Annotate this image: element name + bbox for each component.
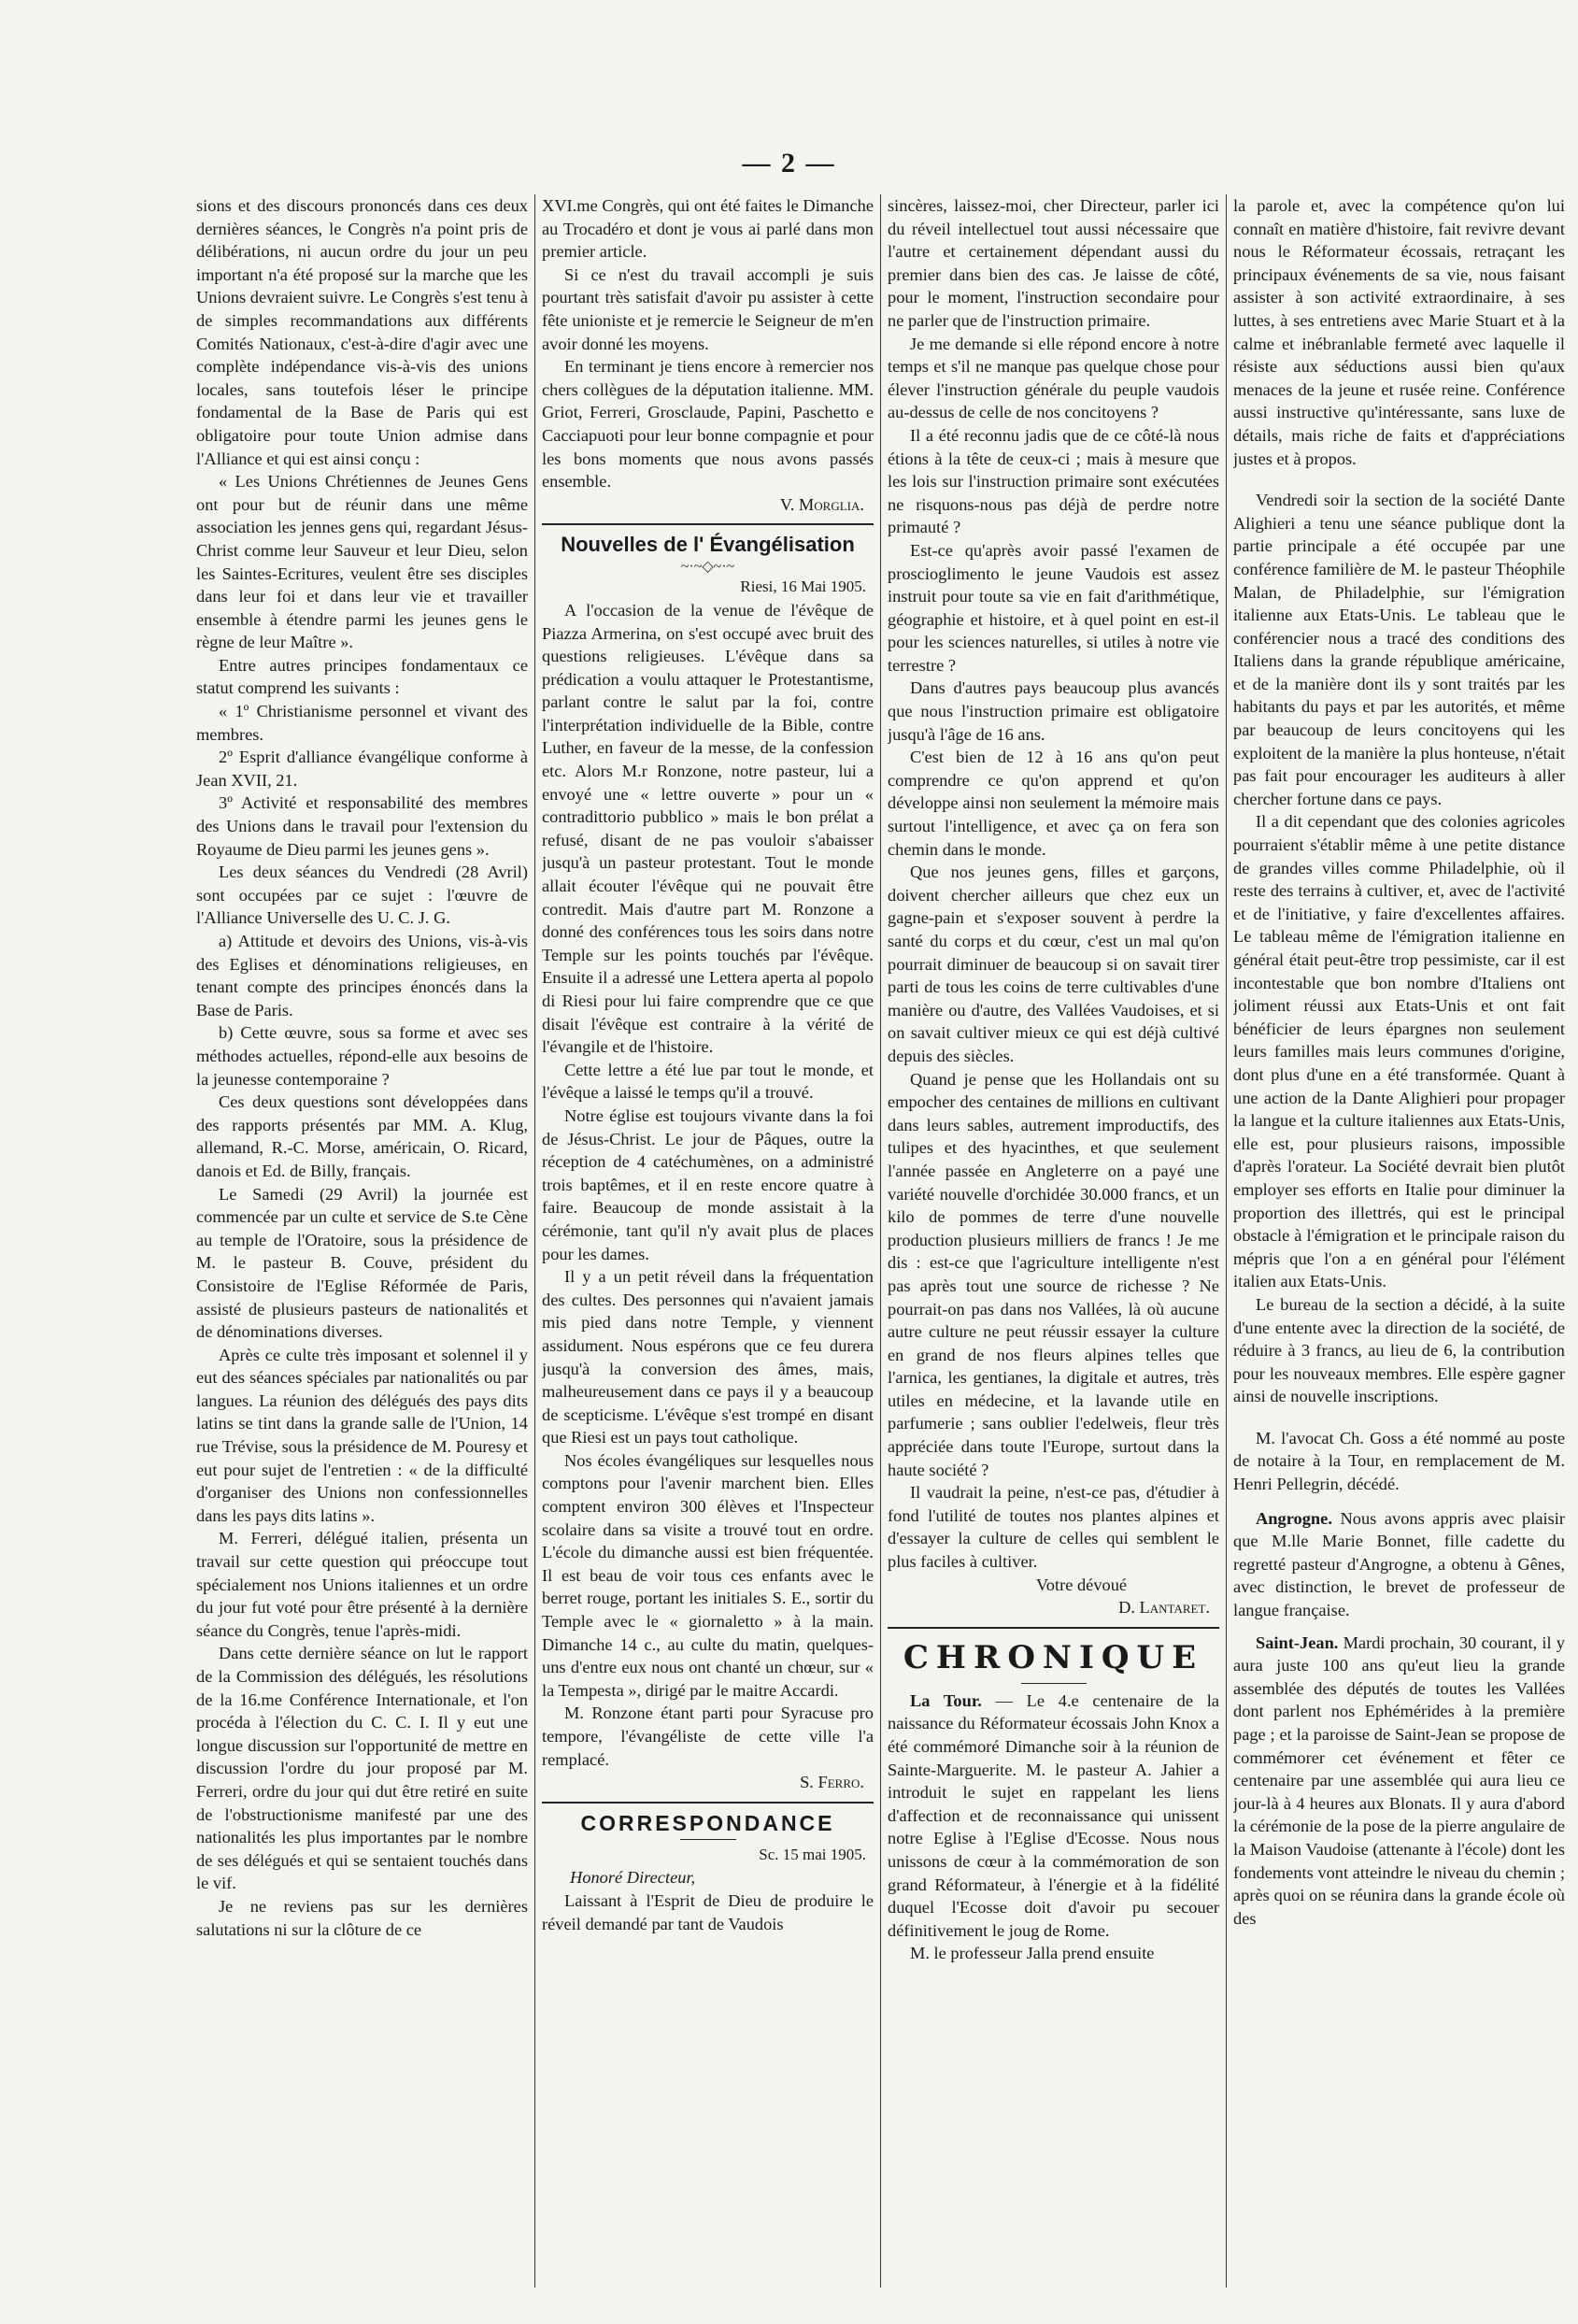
- divider: [542, 523, 874, 525]
- ornament: ~·~◇~·~: [680, 559, 735, 576]
- closing: Votre dévoué: [1035, 1575, 1128, 1594]
- paragraph: Quand je pense que les Hollandais ont su empocher des centaines de millions en cultivant dans leurs sables, autrement improductifs, des tulipes et des hyacinthes, et que seulement l'année passée en Angleterre on a payé une variété nouvelle d'orchidée 30.000 francs, et un kilo de pommes de terre d'une nouvelle production plusieurs milliers de francs ! Je me dis : est-ce que l'agriculture intelligente n'est pas après tout une source de richesse ? Ne pourrait-on pas dans nos Vallées, là où aucune autre culture ne peut réussir essayer la culture en grand de nos fleurs alpines telles que l'arnica, les gentianes, la digitale et autres, très utiles en médecine, et la lavande utile en parfumerie ; sans oublier l'edelweis, fleur très appréciée dans toute l'Europe, surtout dans la haute société ?: [888, 1069, 1219, 1479]
- paragraph: M. Ferreri, délégué italien, présenta un travail sur cette question qui préoccupe tout spécialement nos Unions italiennes et un ordre du jour fut voté pour être présenté à la dernière séance du Congrès, tenue l'après-midi.: [196, 1529, 528, 1640]
- paragraph: Après ce culte très imposant et solennel il y eut des séances spéciales par nationalités ou par langues. La réunion des délégués des pays dits latins se tint dans la grande salle de l'Union, 14 rue Trévise, sous la présidence de M. Pouresy et eut pour sujet de l'entretien : « de la difficulté d'organiser des Unions non confessionnelles dans les pays dits latins ».: [196, 1345, 528, 1525]
- spacer: [1233, 1408, 1565, 1427]
- paragraph: Notre église est toujours vivante dans la foi de Jésus-Christ. Le jour de Pâques, outre la réception de 4 catéchumènes, on a administré trois baptêmes, et il en reste encore quatre à faire. Beaucoup de monde assistait à la cérémonie, tant qu'il n'y avait plus de places pour les dames.: [542, 1105, 874, 1263]
- paragraph: Le bureau de la section a décidé, à la suite d'une entente avec la direction de la société, de réduire à 3 francs, au lieu de 6, la contribution pour les nouveaux membres. Elle espère gagner ainsi de nouvelle inscriptions.: [1233, 1294, 1565, 1406]
- signature: V. Morglia.: [779, 494, 864, 514]
- paragraph: Je me demande si elle répond encore à notre temps et s'il ne manque pas quelque chose pour élever l'instruction générale du peuple vaudois au-dessus de celle de nos concitoyens ?: [888, 334, 1219, 422]
- paragraph-text: Mardi prochain, 30 courant, il y aura juste 100 ans qu'eut lieu la grande assemblée des députés de toutes les Vallées dont parlent nos Ephémérides à la première page ; et la paroisse de Saint-Jean se propose de commémorer cet événement et fêter ce centenaire par une assemblée qui aura lieu ce jour-là à 4 heures aux Blonats. Il y aura d'abord la cérémonie de la pose de la pierre angulaire de la Maison Vaudoise (attenante à l'école) dont les fondements vont atteindre le niveau du chemin ; après quoi on se réunira dans la grande école où des: [1233, 1633, 1565, 1928]
- paragraph: Vendredi soir la section de la société Dante Alighieri a tenu une séance publique dont la partie principale a été occupée par une conférence familière de M. le pasteur Théophile Malan, de Philadelphie, sur l'émigration italienne aux Etats-Unis. Le tableau que le conférencier nous a tracé des conditions des Italiens dans la grande république américaine, et de la manière dont ils y sont traités par les habitants du pays et par les autorités, et même par beaucoup de leurs concitoyens qui les exploitent de la manière la plus honteuse, n'était pas fait pour encourager les auditeurs à aller chercher fortune dans ce pays.: [1233, 491, 1565, 808]
- paragraph: sincères, laissez-moi, cher Directeur, parler ici du réveil intellectuel tout aussi nécessaire que l'autre et certainement dépendant aussi du premier dans bien des cas. Je laisse de côté, pour le moment, l'instruction secondaire pour ne parler que de l'instruction primaire.: [888, 196, 1219, 330]
- paragraph: Entre autres principes fondamentaux ce statut comprend les suivants :: [196, 655, 528, 698]
- column-rule: [880, 194, 881, 2288]
- paragraph: Que nos jeunes gens, filles et garçons, doivent chercher ailleurs que chez eux un gagne-pain et s'exposer souvent à perdre la santé du corps et du cœur, c'est un mal qu'on pourrait diminuer de beaucoup si on savait tirer parti de tous les coins de terre cultivables d'une manière ou d'autre, des Vallées Vaudoises, et si on savait cultiver mieux ce qui est déjà cultivé depuis des siècles.: [888, 863, 1219, 1065]
- paragraph: En terminant je tiens encore à remercier nos chers collègues de la députation italienne. MM. Griot, Ferreri, Grosclaude, Papini, Paschetto e Cacciapuoti pour leur bonne compagnie et pour les bons moments que nous avons passés ensemble.: [542, 357, 874, 492]
- paragraph: a) Attitude et devoirs des Unions, vis-à-vis des Eglises et dénominations religieuses, en tenant compte des principes énoncés dans la Base de Paris.: [196, 932, 528, 1019]
- place-lead: Saint-Jean.: [1256, 1633, 1339, 1652]
- divider: [1021, 1683, 1087, 1684]
- paragraph-text: Nous avons appris avec plaisir que M.lle Marie Bonnet, fille cadette du regretté pasteur d'Angrogne, a obtenu à Gênes, avec distinction, le brevet de professeur de langue française.: [1233, 1508, 1565, 1620]
- divider: [542, 1802, 874, 1804]
- paragraph: Je ne reviens pas sur les dernières salutations ni sur la clôture de ce: [196, 1896, 528, 1939]
- paragraph: Dans d'autres pays beaucoup plus avancés que nous l'instruction primaire est obligatoire jusqu'à l'âge de 16 ans.: [888, 678, 1219, 744]
- dateline: Riesi, 16 Mai 1905.: [740, 577, 866, 596]
- column-2: [542, 194, 874, 2288]
- paragraph: Le Samedi (29 Avril) la journée est commencée par un culte et service de S.te Cène au temple de l'Oratoire, sous la présidence de M. le pasteur B. Couve, président du Consistoire de l'Eglise Réformée de Paris, assisté de plusieurs pasteurs de nationalités et de dénominations diverses.: [196, 1184, 528, 1342]
- column-rule: [534, 194, 535, 2288]
- divider: [680, 1839, 736, 1840]
- paragraph: Dans cette dernière séance on lut le rapport de la Commission des délégués, les résolutions de la 16.me Conférence Internationale, et l'on procéda à l'élection du C. C. I. Il y eut une longue discussion sur l'opportunité de mettre en discussion l'ordre du jour proposé par M. Ferreri, ordre du jour qui dut être retiré en suite de l'obstructionisme manifesté par une des nationalités les plus importantes par le nombre de ses délégués et qui se sentaient touchés dans le vif.: [196, 1644, 528, 1893]
- column-rule: [1226, 194, 1227, 2288]
- paragraph: « 1º Christianisme personnel et vivant des membres.: [196, 702, 528, 744]
- newspaper-columns: [196, 194, 1570, 2288]
- signature: S. Ferro.: [800, 1773, 864, 1792]
- paragraph: Ces deux questions sont développées dans des rapports présentés par MM. A. Klug, allemand, R.-C. Morse, américain, O. Ricard, danois et Ed. de Billy, français.: [196, 1092, 528, 1180]
- salutation: Honoré Directeur,: [570, 1868, 696, 1888]
- section-title-correspondance: CORRESPONDANCE: [580, 1810, 835, 1835]
- paragraph: [888, 1690, 1219, 1943]
- paragraph: A l'occasion de la venue de l'évêque de Piazza Armerina, on s'est occupé avec bruit des questions religieuses. L'évêque dans sa prédication a voulu attaquer le Protestantisme, parlant contre le salut par la foi, contre l'interprétation individuelle de la Bible, contre Luther, en faveur de la messe, de la confession etc. Alors M.r Ronzone, notre pasteur, lui a envoyé une « lettre ouverte » pour un « contradittorio pubblico » mais le bon prélat a refusé, disant de ne pas vouloir s'abaisser jusqu'à un pasteur protestant. Tout le monde allait écouter l'évêque qui ne pouvait être contredit. Mais d'autre part M. Ronzone a donné des conférences tous les soirs dans notre Temple sur les points touchés par l'évêque. Ensuite il a adressé une Lettera aperta al popolo di Riesi pour lui faire comprendre que ce que disait l'évêque est contraire à la vérité de l'évangile et de l'histoire.: [542, 600, 874, 1057]
- spacer: [1233, 1622, 1565, 1632]
- paragraph: « Les Unions Chrétiennes de Jeunes Gens ont pour but de réunir dans une même association les jennes gens qui, regardant Jésus-Christ comme leur Sauveur et leur Dieu, selon les Saintes-Ecritures, veulent être ses disciples dans leur foi et dans leur vie et travailler ensemble à étendre parmi les jeunes gens le règne de leur Maître ».: [196, 472, 528, 652]
- dateline: Sc. 15 mai 1905.: [759, 1845, 866, 1863]
- paragraph: Les deux séances du Vendredi (28 Avril) sont occupées par ce sujet : l'œuvre de l'Alliance Universelle des U. C. J. G.: [196, 863, 528, 928]
- paragraph: 3º Activité et responsabilité des membres des Unions dans le travail pour l'extension du Royaume de Dieu parmi les jeunes gens ».: [196, 793, 528, 859]
- column-1: [196, 194, 528, 2288]
- spacer: [1233, 470, 1565, 489]
- spacer: [1233, 1496, 1565, 1507]
- paragraph: Cette lettre a été lue par tout le monde, et l'évêque a laissé le temps qu'il a trouvé.: [542, 1060, 874, 1103]
- place-lead: La Tour.: [910, 1690, 982, 1710]
- paragraph: la parole et, avec la compétence qu'on lui connaît en matière d'histoire, fait revivre devant nous le Réformateur écossais, retraçant les principaux événements de sa vie, nous faisant assister à son activité extraordinaire, à ses luttes, à ses entretiens avec Marie Stuart et à la calme et inébranlable fermeté avec laquelle il résiste aux séductions aussi bien qu'aux menaces de la jeune et rusée reine. Conférence aussi instructive qu'intéressante, sans luxe de détails, mais riche de faits et d'appréciations justes et à propos.: [1233, 196, 1565, 468]
- paragraph: XVI.me Congrès, qui ont été faites le Dimanche au Trocadéro et dont je vous ai parlé dans mon premier article.: [542, 196, 874, 262]
- paragraph: Il a été reconnu jadis que de ce côté-là nous étions à la tête de ceux-ci ; mais à mesure que les lois sur l'instruction primaire sont exécutées ne risquons-nous pas déjà de perdre notre primauté ?: [888, 425, 1219, 537]
- paragraph: [1233, 1632, 1565, 1931]
- paragraph: C'est bien de 12 à 16 ans qu'on peut comprendre ce qu'on apprend et qu'on développe ainsi non seulement la mémoire mais surtout l'intelligence, et avec ça on fera son chemin dans le monde.: [888, 748, 1219, 859]
- paragraph: sions et des discours prononcés dans ces deux dernières séances, le Congrès n'a point pris de délibérations, ni aucun ordre du jour un peu important n'a été proposé sur la marche que les Unions devraient suivre. Le Congrès s'est tenu à de simples recommandations aux différents Comités Nationaux, c'est-à-dire d'agir avec une complète indépendance vis-à-vis des unions locales, sans toutefois léser le principe fondamental de la Base de Paris qui est obligatoire pour toute Union admise dans l'Alliance et qui est ainsi conçu :: [196, 196, 528, 468]
- paragraph: Il a dit cependant que des colonies agricoles pourraient s'établir même à une petite distance de grandes villes comme Philadelphie, où il reste des terrains à cultiver, et, avec de l'activité et de l'initiative, y faire d'excellentes affaires. Le tableau même de l'émigration italienne en général était peut-être trop pessimiste, car il est incontestable que bon nombre d'Italiens ont joliment réussi aux Etats-Unis et ont fait bénéficier de leurs épargnes non seulement leurs familles mais leurs communes d'origine, dont plus d'une en a été transformée. Quant à une action de la Dante Alighieri pour propager la langue et la culture italiennes aux Etats-Unis, elle est, pour plusieurs raisons, impossible d'après l'orateur. La Société devrait bien plutôt employer ses efforts en Italie pour diminuer la proportion des illettrés, qui est le principal obstacle à l'émigration et le principale raison du mépris que l'on a en général pour l'élément italien aux Etats-Unis.: [1233, 812, 1565, 1291]
- paragraph: Nos écoles évangéliques sur lesquelles nous comptons pour l'avenir marchent bien. Elles comptent environ 300 élèves et l'Inspecteur scolaire dans sa visite a trouvé tout en ordre. L'école du dimanche aussi est bien fréquentée. Il est beau de voir tous ces enfants avec le berret rouge, portant les initiales S. E., sortir du Temple avec le « giornaletto » à la main. Dimanche 14 c., au culte du matin, quelques-uns d'entre eux nous ont chanté un chœur, sur « la Tempesta », dirigé par le maitre Accardi.: [542, 1450, 874, 1700]
- paragraph: Laissant à l'Esprit de Dieu de produire le réveil demandé par tant de Vaudois: [542, 1890, 874, 1933]
- section-title-evangelisation: Nouvelles de l' Évangélisation: [561, 533, 855, 557]
- paragraph: [1233, 1507, 1565, 1622]
- page-number: — 2 —: [742, 148, 836, 178]
- divider: [888, 1627, 1219, 1629]
- column-3: [888, 194, 1219, 2288]
- paragraph: M. le professeur Jalla prend ensuite: [910, 1944, 1155, 1963]
- paragraph-text: — Le 4.e centenaire de la naissance du Réformateur écossais John Knox a été commémoré Dimanche soir à la réunion de Sainte-Marguerite. M. le pasteur A. Jahier a introduit le sujet en rappelant les liens d'affection et de reconnaissance qui unissent notre Eglise à l'Eglise d'Ecosse. Nous nous unissons de cœur à la commémoration de son grand Réformateur, à l'énergie et à la fidélité duquel l'Ecosse doit d'avoir pu secouer définitivement le joug de Rome.: [888, 1690, 1219, 1940]
- paragraph: b) Cette œuvre, sous sa forme et avec ses méthodes actuelles, répond-elle aux besoins de la jeunesse contemporaine ?: [196, 1023, 528, 1089]
- place-lead: Angrogne.: [1256, 1508, 1332, 1528]
- paragraph: M. Ronzone étant parti pour Syracuse pro tempore, l'évangéliste de cette ville l'a remplacé.: [542, 1704, 874, 1769]
- paragraph: Il vaudrait la peine, n'est-ce pas, d'étudier à fond l'utilité de toutes nos plantes alpines et d'essayer la culture de celles qui semblent le plus faciles à cultiver.: [888, 1483, 1219, 1572]
- paragraph: Est-ce qu'après avoir passé l'examen de proscioglimento le jeune Vaudois est assez instruit pour toute sa vie en fait d'arithmétique, géographie et histoire, et à quel point en est-il pour les sciences naturelles, si utiles à notre vie terrestre ?: [888, 540, 1219, 675]
- section-title-chronique: CHRONIQUE: [903, 1638, 1204, 1676]
- paragraph: 2º Esprit d'alliance évangélique conforme à Jean XVII, 21.: [196, 748, 528, 790]
- paragraph: Si ce n'est du travail accompli je suis pourtant très satisfait d'avoir pu assister à cette fête unioniste et je remercie le Seigneur de m'en avoir donné les moyens.: [542, 264, 874, 353]
- paragraph: M. l'avocat Ch. Goss a été nommé au poste de notaire à la Tour, en remplacement de M. Henri Pellegrin, décédé.: [1233, 1428, 1565, 1494]
- paragraph: Il y a un petit réveil dans la fréquentation des cultes. Des personnes qui n'avaient jamais mis pied dans notre Temple, y viennent assidument. Nous espérons que ce feu durera jusqu'à la conversion des âmes, mais, malheureusement dans ce pays il y a beaucoup de scepticisme. L'évêque s'est trompé en disant que Riesi est un pays tout catholique.: [542, 1267, 874, 1447]
- signature: D. Lantaret.: [1118, 1598, 1210, 1618]
- column-4: [1233, 194, 1565, 2288]
